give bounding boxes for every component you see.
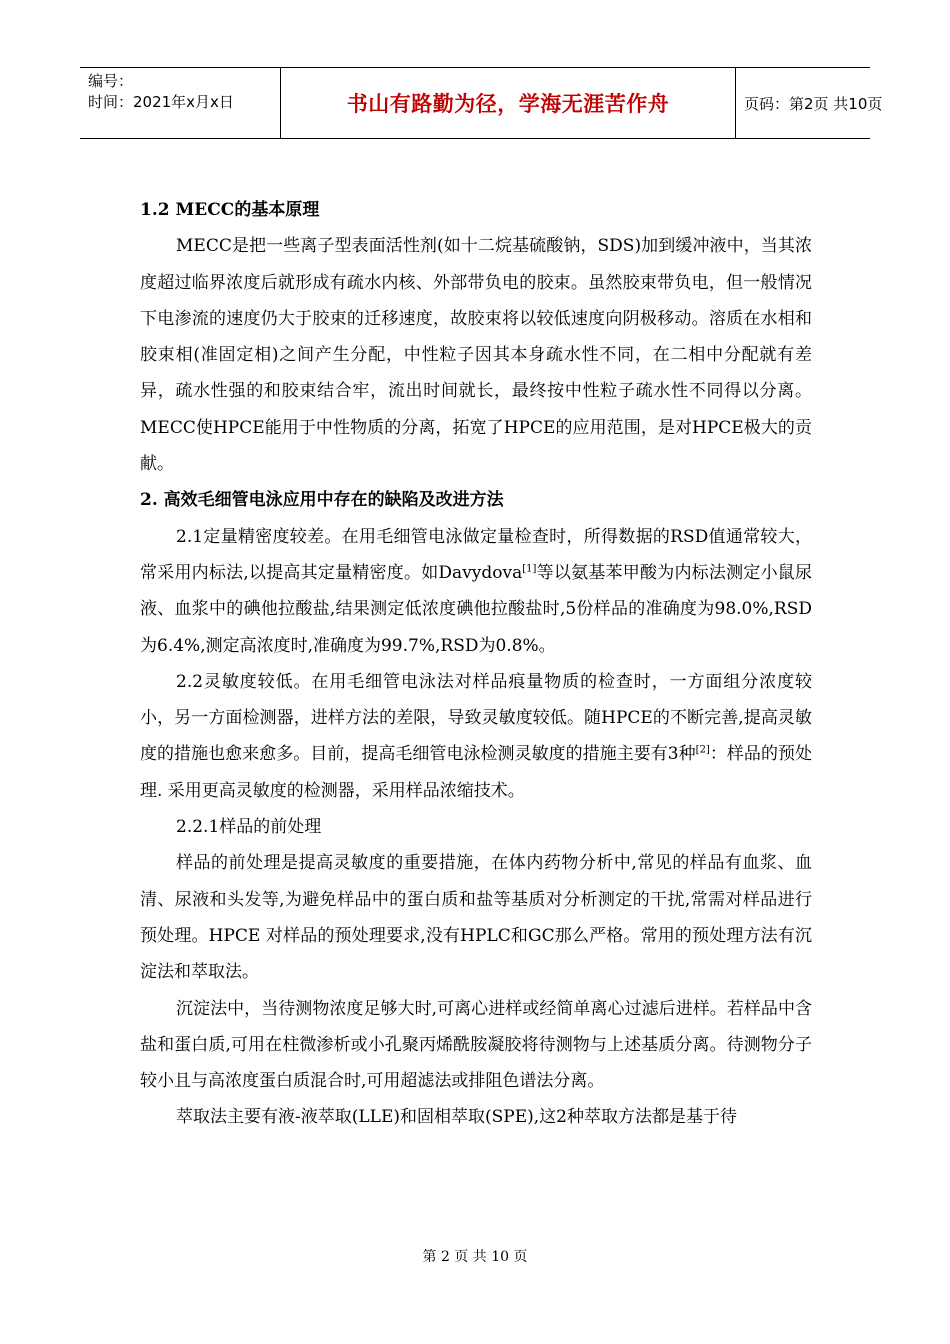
- page-label: 页码：第2页 共10页: [744, 94, 883, 113]
- paragraph-2-2-text-b: ：样品的预处理. 采用更高灵敏度的检测器，采用样品浓缩技术。: [140, 744, 812, 801]
- paragraph-extraction: 萃取法主要有液-液萃取(LLE)和固相萃取(SPE),这2种萃取方法都是基于待: [176, 1107, 737, 1128]
- document-header: [80, 67, 883, 139]
- reference-2[interactable]: [2]: [695, 744, 710, 756]
- motto-text: 书山有路勤为径，学海无涯苦作舟: [346, 92, 670, 116]
- subheading-2-2-1: 2.2.1样品的前处理: [176, 817, 322, 838]
- paragraph-2-2: [140, 664, 812, 809]
- reference-1[interactable]: [1]: [522, 563, 537, 575]
- section-heading-1-2: 1.2 MECC的基本原理: [140, 200, 320, 220]
- paragraph-precipitation: 沉淀法中，当待测物浓度足够大时,可离心进样或经简单离心过滤后进样。若样品中含盐和蛋白质,可用在柱微渗析或小孔聚丙烯酰胺凝胶将待测物与上述基质分离。待测物分子较小且与高浓度蛋白质混合时,可用超滤法或排阻色谱法分离。: [140, 998, 812, 1092]
- paragraph-2-1: [140, 519, 812, 664]
- number-label: 编号：: [88, 72, 134, 90]
- header-left-cell: [80, 68, 281, 138]
- page-footer: 第 2 页 共 10 页: [422, 1249, 528, 1265]
- paragraph-2-1-text-a: 2.1定量精密度较差。在用毛细管电泳做定量检查时，所得数据的RSD值通常较大，常采用内标法,以提高其定量精密度。如Davydova: [140, 526, 812, 583]
- paragraph-2-2-text-a: 2.2灵敏度较低。在用毛细管电泳法对样品痕量物质的检查时，一方面组分浓度较小，另一方面检测器，进样方法的差限，导致灵敏度较低。随HPCE的不断完善,提高灵敏度的措施也愈来愈多。目前，提高毛细管电泳检测灵敏度的措施主要有3种: [140, 671, 812, 765]
- header-page-cell: [735, 68, 883, 138]
- section-heading-2: 2. 高效毛细管电泳应用中存在的缺陷及改进方法: [140, 490, 504, 511]
- date-label: 时间：2021年x月x日: [88, 93, 234, 111]
- paragraph-mecc-principle: MECC是把一些离子型表面活性剂(如十二烷基硫酸钠，SDS)加到缓冲液中，当其浓度超过临界浓度后就形成有疏水内核、外部带负电的胶束。虽然胶束带负电，但一般情况下电渗流的速度仍大于胶束的迁移速度，故胶束将以较低速度向阴极移动。溶质在水相和胶束相(准固定相)之间产生分配，中性粒子因其本身疏水性不同，在二相中分配就有差异，疏水性强的和胶束结合牢，流出时间就长，最终按中性粒子疏水性不同得以分离。MECC使HPCE能用于中性物质的分离，拓宽了HPCE的应用范围，是对HPCE极大的贡献。: [140, 236, 812, 475]
- document-body: [140, 192, 812, 1136]
- paragraph-pretreatment: 样品的前处理是提高灵敏度的重要措施，在体内药物分析中,常见的样品有血浆、血清、尿液和头发等,为避免样品中的蛋白质和盐等基质对分析测定的干扰,常需对样品进行预处理。HPCE 对样品的预处理要求,没有HPLC和GC那么严格。常用的预处理方法有沉淀法和萃取法。: [140, 853, 812, 983]
- header-motto-cell: [281, 68, 736, 138]
- paragraph-2-1-text-b: 等以氨基苯甲酸为内标法测定小鼠尿液、血浆中的碘他拉酸盐,结果测定低浓度碘他拉酸盐时,5份样品的准确度为98.0%,RSD为6.4%,测定高浓度时,准确度为99.7%,RSD为0.8%。: [140, 562, 813, 656]
